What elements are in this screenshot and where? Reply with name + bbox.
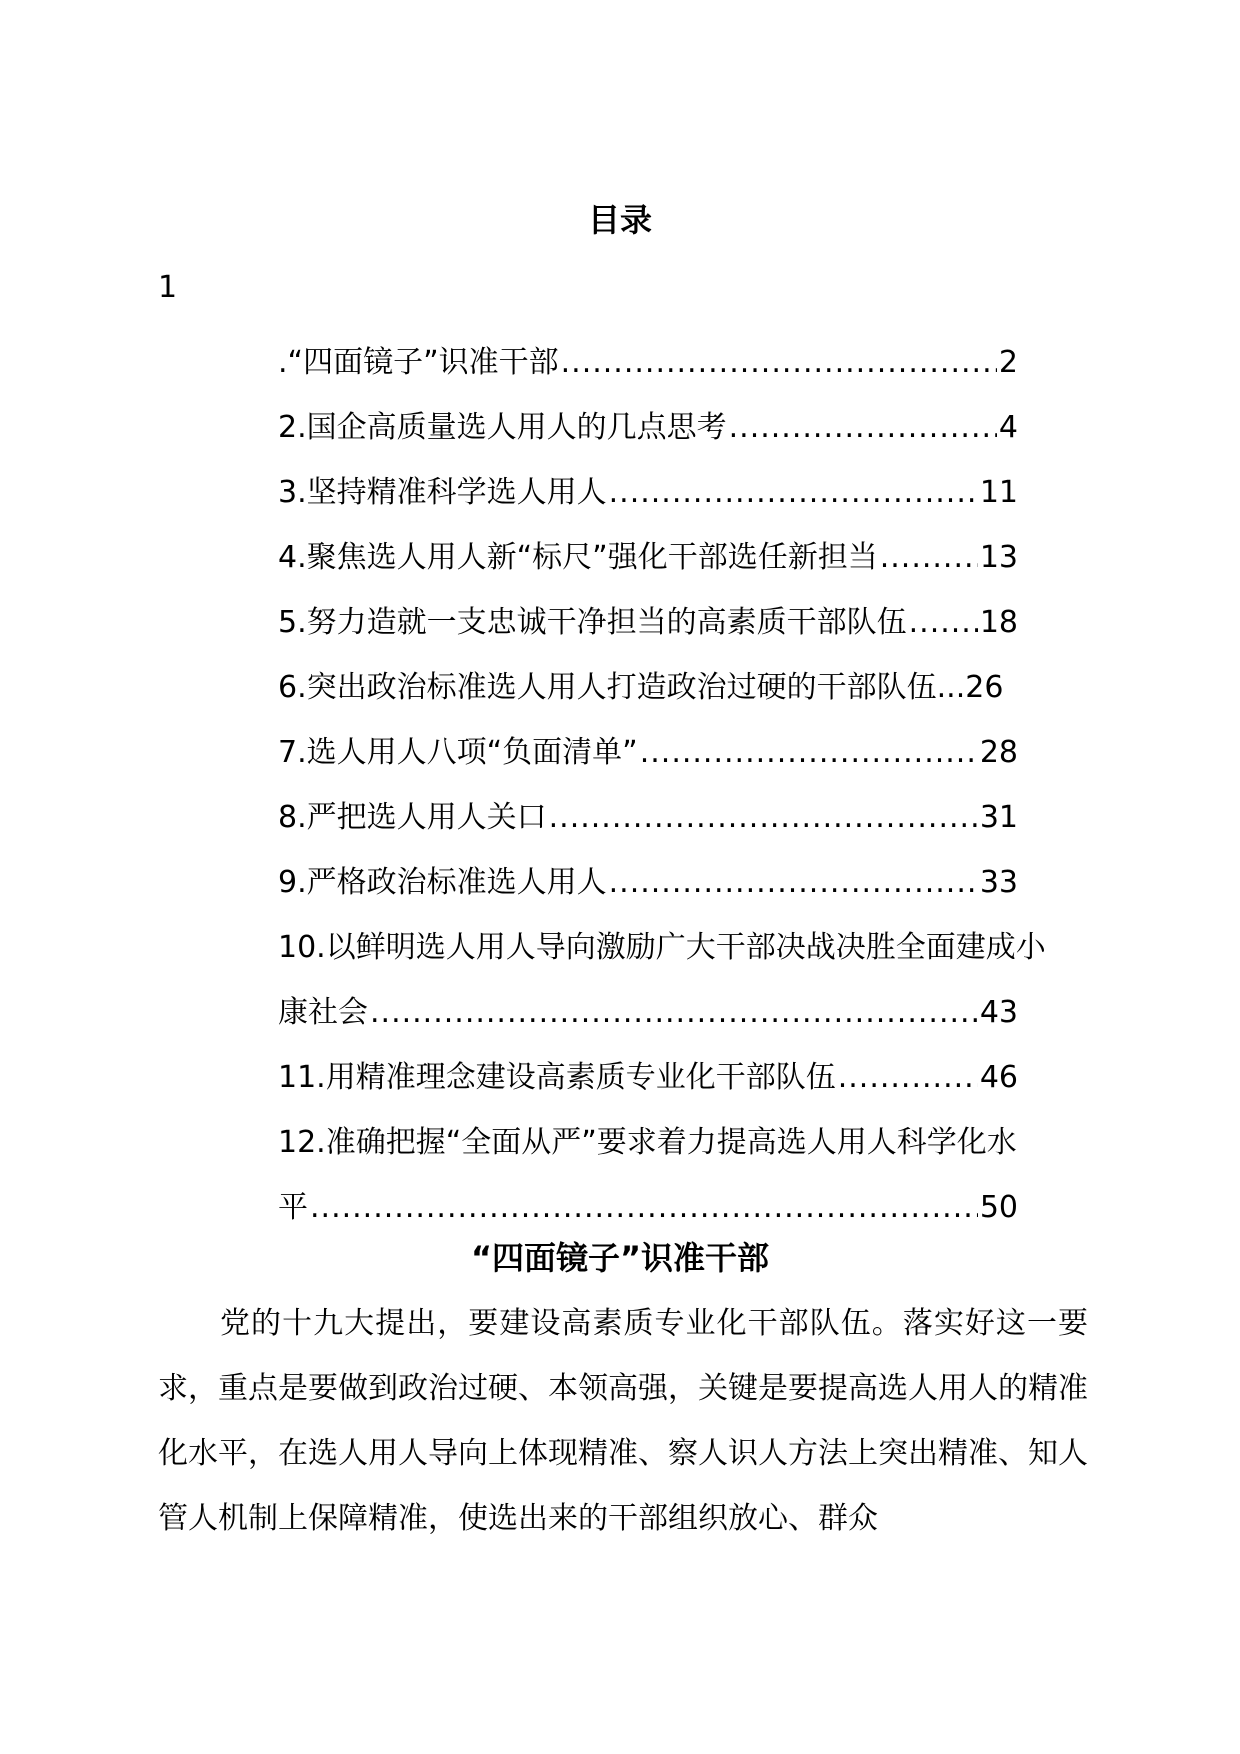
toc-list <box>278 330 1046 1240</box>
body-paragraph: 党的十九大提出，要建设高素质专业化干部队伍。落实好这一要求，重点是要做到政治过硬、本领高强，关键是要提高选人用人的精准化水平，在选人用人导向上体现精准、察人识人方法上突出精准、知人管人机制上保障精准，使选出来的干部组织放心、群众 <box>158 1306 1088 1536</box>
toc-leader-dots <box>640 720 978 785</box>
toc-entry-text: 9.严格政治标准选人用人 <box>278 865 607 900</box>
toc-entry-page: 43 <box>979 995 1018 1030</box>
toc-entry[interactable] <box>278 1110 1018 1240</box>
toc-entry-text: 3.坚持精准科学选人用人 <box>278 475 607 510</box>
toc-entry-text-line1: 10.以鲜明选人用人导向激励广大干部决战决胜全面建成小 <box>278 930 1046 965</box>
toc-leader-dots <box>549 785 978 850</box>
toc-entry-text: 4.聚焦选人用人新“标尺”强化干部选任新担当 <box>278 540 878 575</box>
toc-leader-dots <box>310 1175 978 1240</box>
toc-leader-dots <box>909 590 978 655</box>
toc-entry-page: 26 <box>965 670 1004 705</box>
toc-entry[interactable] <box>278 590 1018 655</box>
toc-leader-dots <box>729 395 997 460</box>
toc-entry-page: 28 <box>979 735 1018 770</box>
toc-entry-text: 8.严把选人用人关口 <box>278 800 547 835</box>
toc-leader-dots <box>370 980 978 1045</box>
toc-entry-text: 2.国企高质量选人用人的几点思考 <box>278 410 727 445</box>
section-title: “四面镜子”识准干部 <box>470 1239 770 1277</box>
toc-entry-text: 11.用精准理念建设高素质专业化干部队伍 <box>278 1060 836 1095</box>
toc-leader-dots <box>838 1045 978 1110</box>
toc-entry-page: 31 <box>979 800 1018 835</box>
toc-entry-text: 平 <box>278 1190 308 1225</box>
toc-title: 目录 <box>587 201 652 239</box>
toc-entry[interactable] <box>278 915 1046 1045</box>
toc-entry[interactable] <box>278 655 1018 720</box>
toc-entry[interactable] <box>278 1045 1018 1110</box>
toc-entry-page: 33 <box>979 865 1018 900</box>
toc-entry-text-line1: 12.准确把握“全面从严”要求着力提高选人用人科学化水 <box>278 1125 1017 1160</box>
toc-entry-page: 4 <box>998 410 1018 445</box>
toc-leader-dots <box>609 460 978 525</box>
toc-entry-page: 2 <box>998 345 1018 380</box>
toc-entry-page: 46 <box>979 1060 1018 1095</box>
toc-leader-dots <box>880 525 978 590</box>
toc-entry-text: 6.突出政治标准选人用人打造政治过硬的干部队伍... <box>278 670 966 705</box>
toc-entry[interactable] <box>278 525 1018 590</box>
toc-entry-page: 13 <box>979 540 1018 575</box>
toc-entry-page: 11 <box>979 475 1018 510</box>
toc-entry[interactable] <box>278 850 1018 915</box>
toc-lead-number: 1 <box>158 270 178 305</box>
toc-entry[interactable] <box>278 330 1018 395</box>
toc-entry-text: 7.选人用人八项“负面清单” <box>278 735 638 770</box>
toc-entry-text: 5.努力造就一支忠诚干净担当的高素质干部队伍 <box>278 605 907 640</box>
toc-entry[interactable] <box>278 720 1018 785</box>
toc-entry-page: 18 <box>979 605 1018 640</box>
toc-entry-text: .“四面镜子”识准干部 <box>278 345 559 380</box>
toc-entry-text: 康社会 <box>278 995 368 1030</box>
toc-entry-page: 50 <box>979 1190 1018 1225</box>
toc-entry[interactable] <box>278 460 1018 525</box>
toc-entry[interactable] <box>278 785 1018 850</box>
toc-leader-dots <box>609 850 978 915</box>
toc-entry[interactable] <box>278 395 1018 460</box>
toc-leader-dots <box>561 330 997 395</box>
